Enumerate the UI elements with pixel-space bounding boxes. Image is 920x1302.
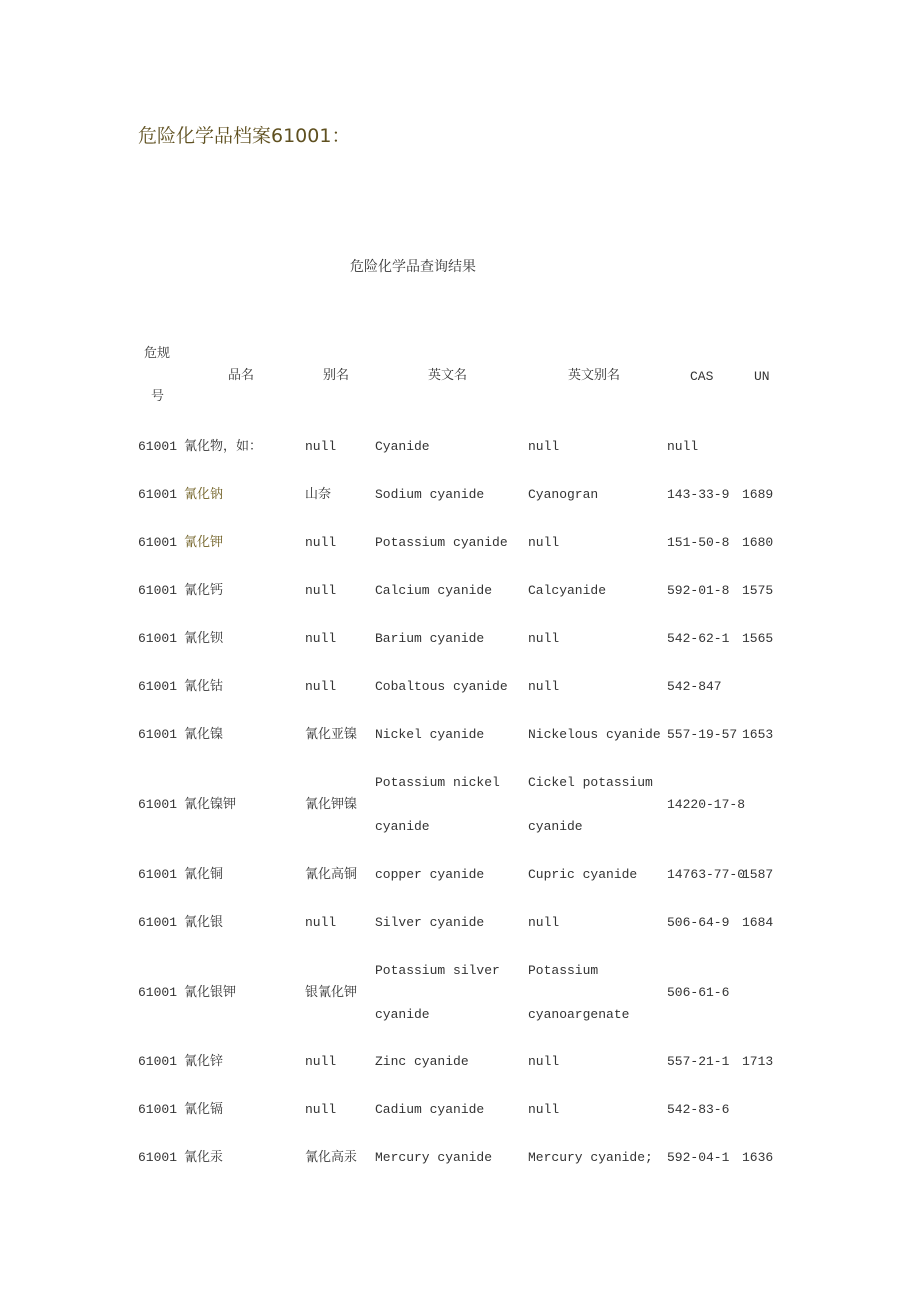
english-name-cell: Cyanide bbox=[375, 439, 430, 454]
hazard-no-cell: 61001 bbox=[138, 985, 178, 1000]
hazard-no-cell: 61001 bbox=[138, 679, 178, 694]
english-name-cell: Silver cyanide bbox=[375, 915, 485, 930]
alias-cell: 氰化高铜 bbox=[305, 867, 358, 882]
product-name-cell: 氰化锌 bbox=[184, 1054, 224, 1069]
cas-cell: 557-21-1 bbox=[667, 1054, 730, 1069]
header-alias: 别名 bbox=[323, 368, 350, 383]
hazard-no-cell: 61001 bbox=[138, 631, 178, 646]
product-name-cell: 氰化钙 bbox=[184, 583, 224, 598]
english-name-cell: cyanide bbox=[375, 1007, 430, 1022]
english-alias-cell: Mercury cyanide; bbox=[528, 1150, 653, 1165]
product-name-cell: 氰化钴 bbox=[184, 679, 224, 694]
product-name-cell: 氰化银 bbox=[184, 915, 224, 930]
un-cell: 1680 bbox=[742, 535, 774, 550]
alias-cell: 氰化亚镍 bbox=[305, 727, 358, 742]
product-name-cell: 氰化镉 bbox=[184, 1102, 224, 1117]
english-name-cell: Potassium silver bbox=[375, 963, 500, 978]
product-name-link[interactable]: 氰化钠 bbox=[184, 487, 224, 502]
english-alias-cell: null bbox=[528, 679, 560, 694]
product-name-cell: 氰化镍钾 bbox=[184, 797, 237, 812]
hazard-no-cell: 61001 bbox=[138, 1054, 178, 1069]
product-name-cell: 氰化物，如： bbox=[184, 439, 263, 454]
table-caption: 危险化学品查询结果 bbox=[350, 259, 476, 275]
hazard-no-cell: 61001 bbox=[138, 797, 178, 812]
cas-cell: 592-04-1 bbox=[667, 1150, 730, 1165]
product-name-cell: 氰化银钾 bbox=[184, 985, 237, 1000]
product-name-cell: 氰化汞 bbox=[184, 1150, 224, 1165]
hazard-no-cell: 61001 bbox=[138, 915, 178, 930]
hazard-no-cell: 61001 bbox=[138, 1102, 178, 1117]
english-name-cell: Barium cyanide bbox=[375, 631, 485, 646]
english-name-cell: Mercury cyanide bbox=[375, 1150, 493, 1165]
header-hazard-no-line1: 危规 bbox=[144, 346, 171, 361]
alias-cell: 氰化高汞 bbox=[305, 1150, 358, 1165]
english-alias-cell: null bbox=[528, 1054, 560, 1069]
hazard-no-cell: 61001 bbox=[138, 583, 178, 598]
cas-cell: 506-64-9 bbox=[667, 915, 730, 930]
cas-cell: 151-50-8 bbox=[667, 535, 730, 550]
english-alias-cell: Potassium bbox=[528, 963, 599, 978]
header-cas: CAS bbox=[690, 369, 714, 384]
english-name-cell: Calcium cyanide bbox=[375, 583, 493, 598]
hazard-no-cell: 61001 bbox=[138, 487, 178, 502]
cas-cell: 592-01-8 bbox=[667, 583, 730, 598]
english-alias-cell: null bbox=[528, 1102, 560, 1117]
cas-cell: 14220-17-8 bbox=[667, 797, 746, 812]
cas-cell: 542-847 bbox=[667, 679, 722, 694]
document-title: 危险化学品档案61001： bbox=[138, 125, 351, 147]
alias-cell: null bbox=[305, 535, 337, 550]
english-name-cell: Sodium cyanide bbox=[375, 487, 485, 502]
english-name-cell: copper cyanide bbox=[375, 867, 485, 882]
cas-cell: 14763-77-0 bbox=[667, 867, 746, 882]
english-alias-cell: null bbox=[528, 535, 560, 550]
english-alias-cell: null bbox=[528, 439, 560, 454]
alias-cell: null bbox=[305, 1054, 337, 1069]
english-name-cell: cyanide bbox=[375, 819, 430, 834]
english-name-cell: Potassium nickel bbox=[375, 775, 500, 790]
cas-cell: 542-62-1 bbox=[667, 631, 730, 646]
alias-cell: null bbox=[305, 915, 337, 930]
header-english-alias: 英文别名 bbox=[568, 368, 621, 383]
cas-cell: null bbox=[667, 439, 699, 454]
un-cell: 1636 bbox=[742, 1150, 774, 1165]
english-name-cell: Cadium cyanide bbox=[375, 1102, 485, 1117]
cas-cell: 506-61-6 bbox=[667, 985, 730, 1000]
alias-cell: null bbox=[305, 679, 337, 694]
un-cell: 1565 bbox=[742, 631, 774, 646]
english-alias-cell: Calcyanide bbox=[528, 583, 607, 598]
english-name-cell: Nickel cyanide bbox=[375, 727, 485, 742]
hazard-no-cell: 61001 bbox=[138, 439, 178, 454]
english-alias-cell: null bbox=[528, 915, 560, 930]
un-cell: 1653 bbox=[742, 727, 774, 742]
un-cell: 1713 bbox=[742, 1054, 774, 1069]
english-alias-cell: Cyanogran bbox=[528, 487, 599, 502]
hazard-no-cell: 61001 bbox=[138, 727, 178, 742]
english-name-cell: Zinc cyanide bbox=[375, 1054, 469, 1069]
english-name-cell: Cobaltous cyanide bbox=[375, 679, 508, 694]
alias-cell: 氰化钾镍 bbox=[305, 797, 358, 812]
english-alias-cell: cyanoargenate bbox=[528, 1007, 630, 1022]
alias-cell: null bbox=[305, 1102, 337, 1117]
cas-cell: 542-83-6 bbox=[667, 1102, 730, 1117]
un-cell: 1575 bbox=[742, 583, 774, 598]
alias-cell: null bbox=[305, 439, 337, 454]
hazard-no-cell: 61001 bbox=[138, 1150, 178, 1165]
cas-cell: 143-33-9 bbox=[667, 487, 730, 502]
cas-cell: 557-19-57 bbox=[667, 727, 738, 742]
header-hazard-no-line2: 号 bbox=[151, 389, 165, 404]
alias-cell: null bbox=[305, 583, 337, 598]
un-cell: 1587 bbox=[742, 867, 774, 882]
product-name-cell: 氰化铜 bbox=[184, 867, 224, 882]
header-un: UN bbox=[754, 369, 770, 384]
header-name: 品名 bbox=[228, 368, 255, 383]
english-alias-cell: null bbox=[528, 631, 560, 646]
un-cell: 1689 bbox=[742, 487, 774, 502]
english-alias-cell: Cickel potassium bbox=[528, 775, 653, 790]
alias-cell: null bbox=[305, 631, 337, 646]
alias-cell: 银氰化钾 bbox=[305, 985, 358, 1000]
header-english-name: 英文名 bbox=[428, 368, 468, 383]
english-alias-cell: Cupric cyanide bbox=[528, 867, 638, 882]
product-name-cell: 氰化钡 bbox=[184, 631, 224, 646]
alias-cell: 山奈 bbox=[305, 487, 332, 502]
english-alias-cell: cyanide bbox=[528, 819, 583, 834]
product-name-link[interactable]: 氰化钾 bbox=[184, 535, 224, 550]
hazard-no-cell: 61001 bbox=[138, 867, 178, 882]
product-name-cell: 氰化镍 bbox=[184, 727, 224, 742]
english-name-cell: Potassium cyanide bbox=[375, 535, 508, 550]
english-alias-cell: Nickelous cyanide bbox=[528, 727, 661, 742]
hazard-no-cell: 61001 bbox=[138, 535, 178, 550]
un-cell: 1684 bbox=[742, 915, 774, 930]
